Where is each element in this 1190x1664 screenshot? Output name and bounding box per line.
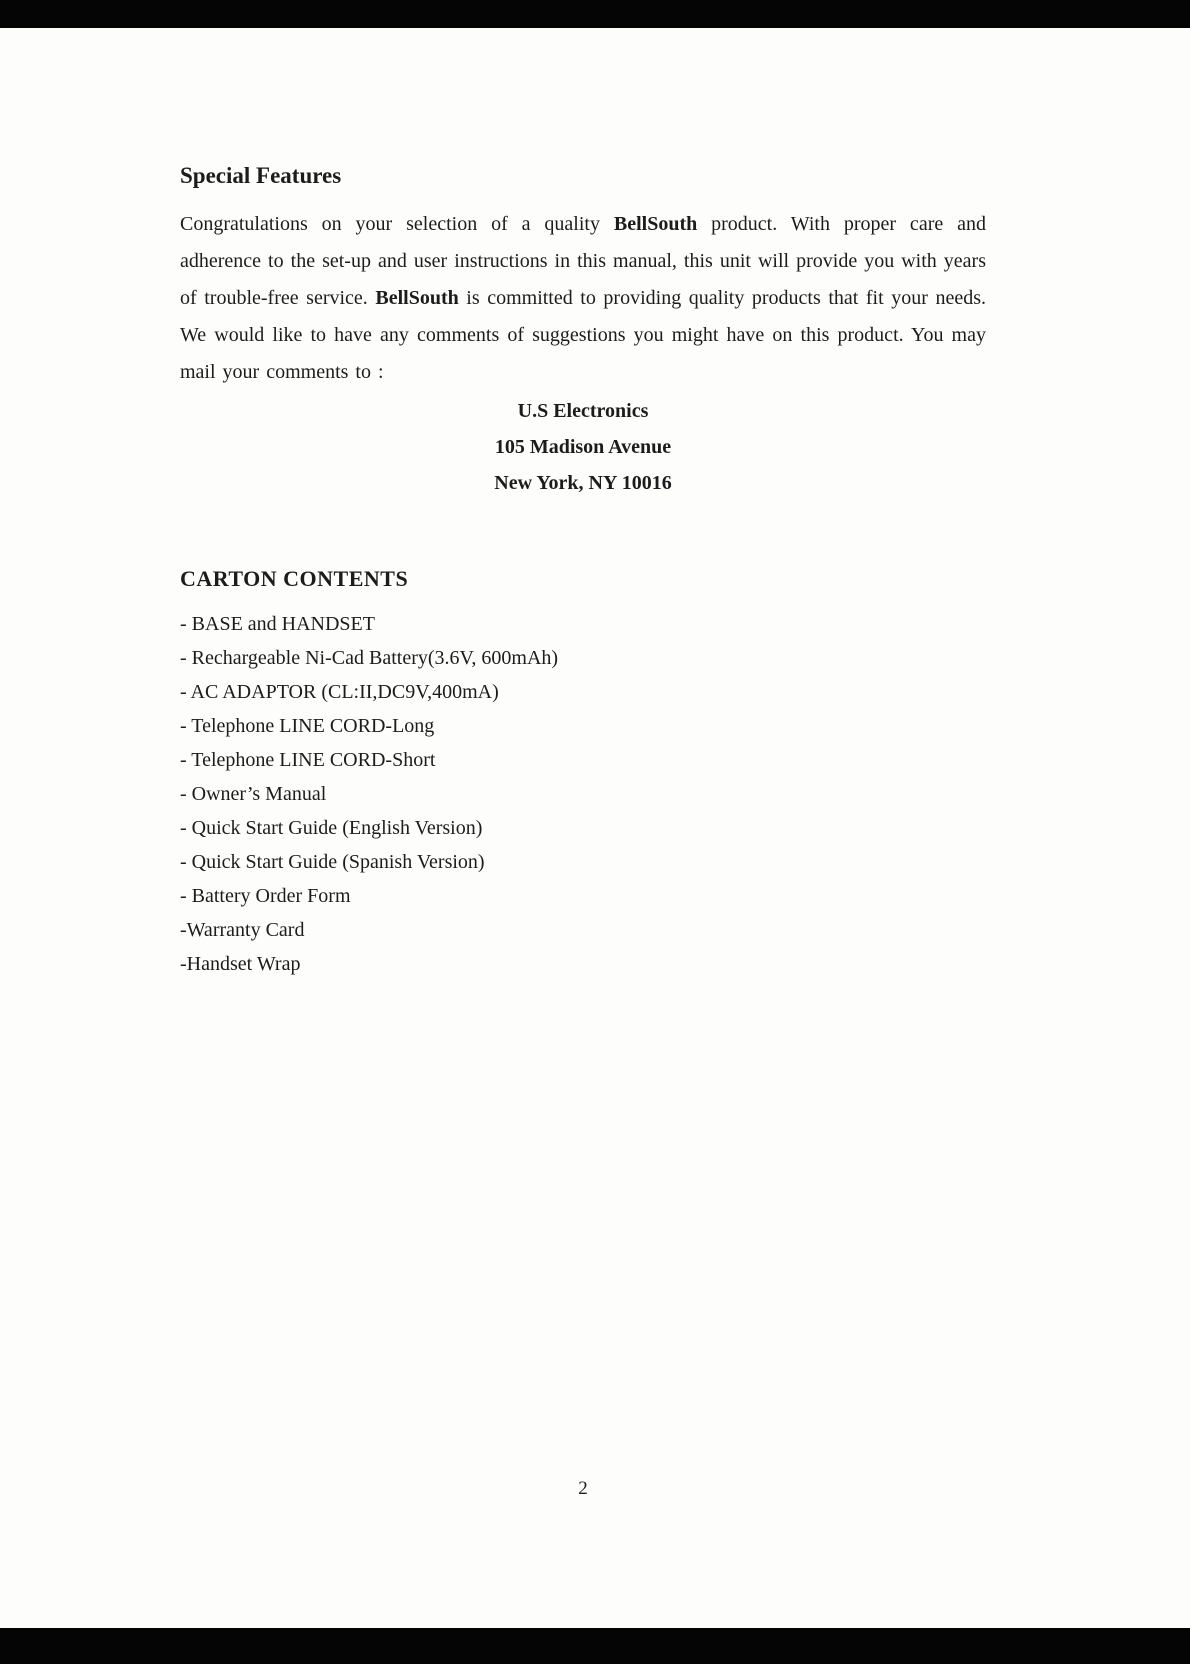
page-content	[180, 162, 986, 981]
list-item: - Quick Start Guide (Spanish Version)	[180, 851, 485, 873]
brand-name: BellSouth	[375, 287, 459, 309]
mailing-address	[180, 393, 986, 501]
address-line-city: New York, NY 10016	[494, 472, 672, 494]
paragraph-segment: product. With proper care and adherence to the set-up and user instructions in this manual, this unit will provide you with years of trouble-free service.	[180, 213, 987, 309]
carton-contents-heading: CARTON CONTENTS	[180, 566, 409, 591]
list-item: -Handset Wrap	[180, 953, 301, 975]
address-line-street: 105 Madison Avenue	[494, 436, 672, 458]
list-item: - Telephone LINE CORD-Long	[180, 715, 435, 737]
scan-artifact-top	[0, 0, 1190, 28]
brand-name: BellSouth	[613, 213, 698, 235]
list-item: -Warranty Card	[180, 919, 305, 941]
list-item: - AC ADAPTOR (CL:II,DC9V,400mA)	[180, 681, 499, 703]
carton-contents-list	[180, 607, 986, 981]
address-line-company: U.S Electronics	[517, 400, 649, 422]
scan-artifact-bottom	[0, 1628, 1190, 1664]
list-item: - BASE and HANDSET	[180, 613, 375, 635]
intro-paragraph	[180, 206, 986, 391]
paragraph-segment: is committed to providing quality products that fit your needs. We would like to have any comments of suggestions you might have on this product. You may mail your comments to :	[180, 287, 986, 383]
list-item: - Battery Order Form	[180, 885, 351, 907]
list-item: - Rechargeable Ni-Cad Battery(3.6V, 600mAh)	[180, 647, 559, 669]
special-features-heading: Special Features	[180, 163, 342, 188]
list-item: - Quick Start Guide (English Version)	[180, 817, 483, 839]
list-item: - Telephone LINE CORD-Short	[180, 749, 436, 771]
page-number: 2	[578, 1478, 588, 1499]
list-item: - Owner’s Manual	[180, 783, 327, 805]
paragraph-segment: Congratulations on your selection of a quality	[180, 213, 614, 235]
